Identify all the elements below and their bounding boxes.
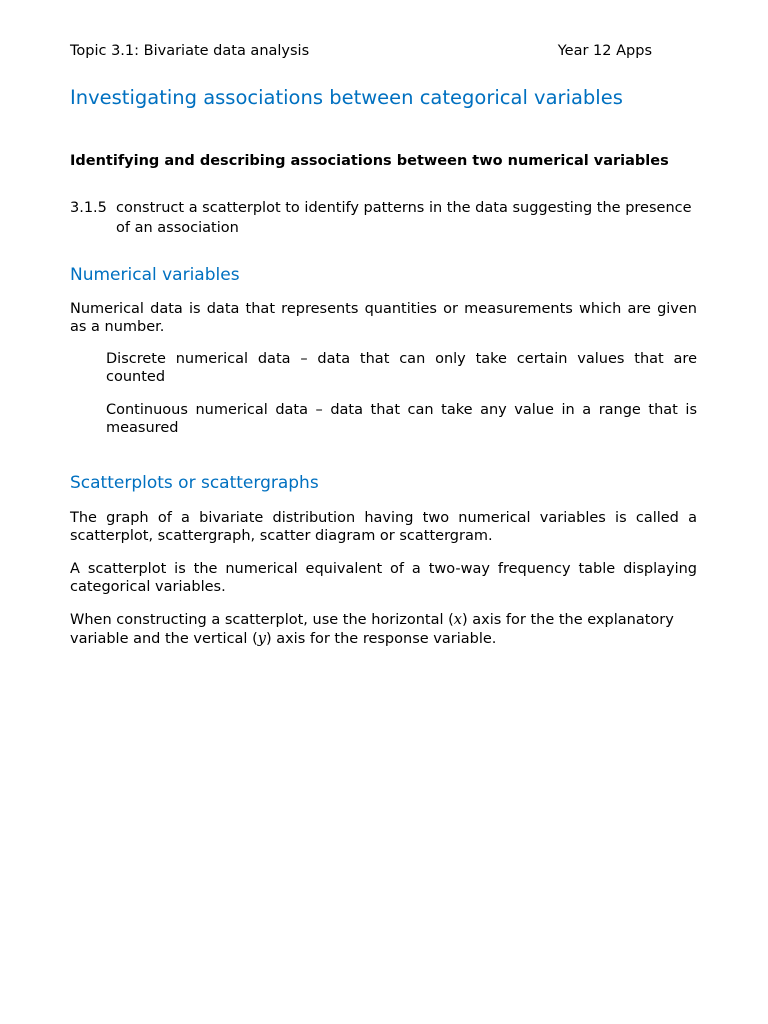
x-variable: x xyxy=(453,612,462,628)
header-year: Year 12 Apps xyxy=(557,43,652,59)
p3-part-a: When constructing a scatterplot, use the horizontal ( xyxy=(70,612,454,628)
subheading: Identifying and describing associations between two numerical variables xyxy=(70,153,669,169)
numerical-intro: Numerical data is data that represents quantities or measurements which are given as a number. xyxy=(70,301,697,335)
objective-text: construct a scatterplot to identify patterns in the data suggesting the presence of an association xyxy=(116,200,692,236)
header-topic: Topic 3.1: Bivariate data analysis xyxy=(70,43,310,59)
p3-part-b: ) axis for the the explanatory variable and the vertical ( xyxy=(70,612,674,647)
objective xyxy=(70,198,697,238)
objective-code: 3.1.5 xyxy=(70,200,107,216)
heading-scatterplots: Scatterplots or scattergraphs xyxy=(70,473,319,493)
heading-numerical-variables: Numerical variables xyxy=(70,265,240,285)
discrete-definition: Discrete numerical data – data that can only take certain values that are counted xyxy=(106,351,697,385)
p3-part-c: ) axis for the response variable. xyxy=(265,631,497,647)
page-title: Investigating associations between categorical variables xyxy=(70,86,623,109)
scatter-paragraph-3 xyxy=(70,611,697,649)
y-variable: y xyxy=(257,631,266,647)
scatter-paragraph-1: The graph of a bivariate distribution having two numerical variables is called a scatterplot, scattergraph, scatter diagram or scattergram. xyxy=(70,510,697,544)
scatter-paragraph-2: A scatterplot is the numerical equivalent of a two-way frequency table displaying categorical variables. xyxy=(70,561,697,595)
continuous-definition: Continuous numerical data – data that can take any value in a range that is measured xyxy=(106,402,697,436)
